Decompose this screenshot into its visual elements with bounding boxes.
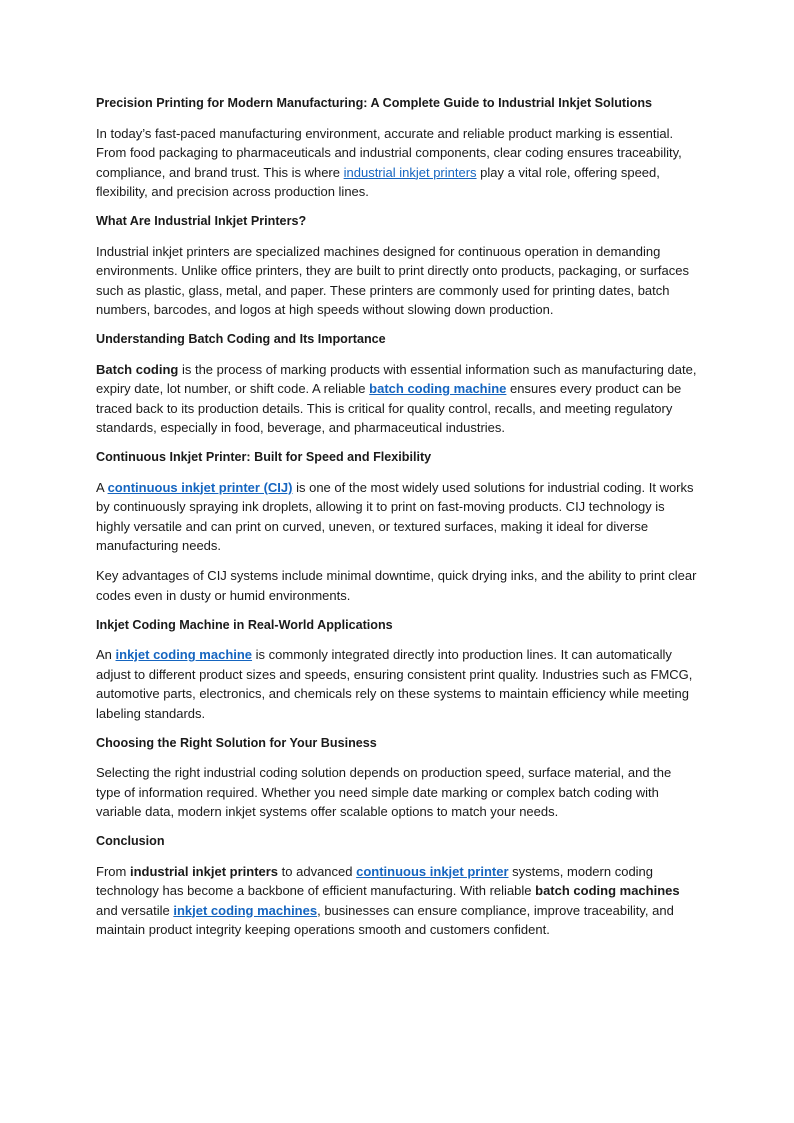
intro-paragraph (96, 124, 698, 202)
batch-coding-text-2: ensures every product can be traced back to its production details. This is critical for quality control, recalls, and meeting regulatory standards, especially in food, beverage, and pharmaceutical industries. (96, 381, 682, 435)
conclusion-text-0: From (96, 863, 130, 879)
inkjet-coding-text-1: is commonly integrated directly into production lines. It can automatically adjust to different product sizes and speeds, ensuring consistent print quality. Industries such as FMCG, automotive parts, electronics, and chemicals rely on these systems to maintain efficiency while meeting labeling standards. (96, 647, 693, 721)
conclusion-text-2: systems, modern coding technology has become a backbone of efficient manufacturing. With reliable (96, 863, 654, 898)
conclusion-bold-2: batch coding machines (535, 883, 680, 898)
inkjet-coding-text-0: An (96, 647, 116, 662)
batch-coding-machine-link[interactable]: batch coding machine (369, 381, 507, 396)
cij-paragraph-2: Key advantages of CIJ systems include minimal downtime, quick drying inks, and the ability to print clear codes even in dusty or humid environments. (96, 568, 697, 603)
conclusion-bold-1: industrial inkjet printers (129, 863, 279, 879)
heading-conclusion: Conclusion (96, 834, 165, 848)
heading-batch-coding: Understanding Batch Coding and Its Importance (96, 332, 386, 346)
document-page (96, 94, 698, 950)
intro-text-2: play a vital role, offering speed, flexibility, and precision across production lines. (96, 164, 660, 199)
document-title: Precision Printing for Modern Manufacturing: A Complete Guide to Industrial Inkjet Solutions (96, 96, 653, 110)
heading-what-are-printers: What Are Industrial Inkjet Printers? (96, 214, 307, 228)
conclusion-text-3: and versatile (96, 902, 174, 918)
inkjet-coding-paragraph (96, 645, 698, 723)
cij-paragraph-1 (96, 478, 698, 556)
industrial-inkjet-printers-link[interactable]: industrial inkjet printers (343, 164, 477, 180)
cij-text-1: is one of the most widely used solutions for industrial coding. It works by continuously spraying ink droplets, allowing it to print on fast-moving products. CIJ technology is highly versatile and can print on curved, uneven, or textured surfaces, making it ideal for diverse manufacturing needs. (96, 479, 694, 553)
continuous-inkjet-printer-cij-link[interactable]: continuous inkjet printer (CIJ) (107, 479, 293, 495)
conclusion-text-4: , businesses can ensure compliance, improve traceability, and maintain product integrity keeping operations smooth and customers confident. (96, 902, 674, 937)
cij-text-0: A (96, 479, 108, 495)
batch-coding-bold: Batch coding (96, 361, 179, 377)
continuous-inkjet-printer-link[interactable]: continuous inkjet printer (356, 863, 509, 879)
conclusion-paragraph (96, 862, 698, 940)
heading-choosing-solution: Choosing the Right Solution for Your Business (96, 735, 377, 750)
heading-inkjet-coding-machine: Inkjet Coding Machine in Real-World Applications (96, 617, 393, 632)
inkjet-coding-machines-link[interactable]: inkjet coding machines (173, 902, 318, 918)
intro-text-1: In today’s fast-paced manufacturing environment, accurate and reliable product marking is essential. From food packaging to pharmaceuticals and industrial components, clear coding ensures traceability, compliance, and brand trust. This is where (96, 125, 682, 180)
inkjet-coding-machine-link[interactable]: inkjet coding machine (115, 647, 253, 662)
heading-cij: Continuous Inkjet Printer: Built for Speed and Flexibility (96, 450, 432, 464)
batch-coding-paragraph (96, 360, 698, 438)
batch-coding-text-1: is the process of marking products with essential information such as manufacturing date, expiry date, lot number, or shift code. A reliable (96, 361, 697, 396)
choosing-solution-paragraph: Selecting the right industrial coding solution depends on production speed, surface material, and the type of information required. Whether you need simple date marking or complex batch coding with variable data, modern inkjet systems offer scalable options to match your needs. (96, 765, 672, 819)
what-are-printers-paragraph: Industrial inkjet printers are specialized machines designed for continuous operation in demanding environments. Unlike office printers, they are built to print directly onto products, packaging, or surfaces such as plastic, glass, metal, and paper. These printers are commonly used for printing dates, batch numbers, barcodes, and logos at high speeds without slowing down production. (96, 243, 689, 317)
conclusion-text-1: to advanced (278, 863, 357, 879)
